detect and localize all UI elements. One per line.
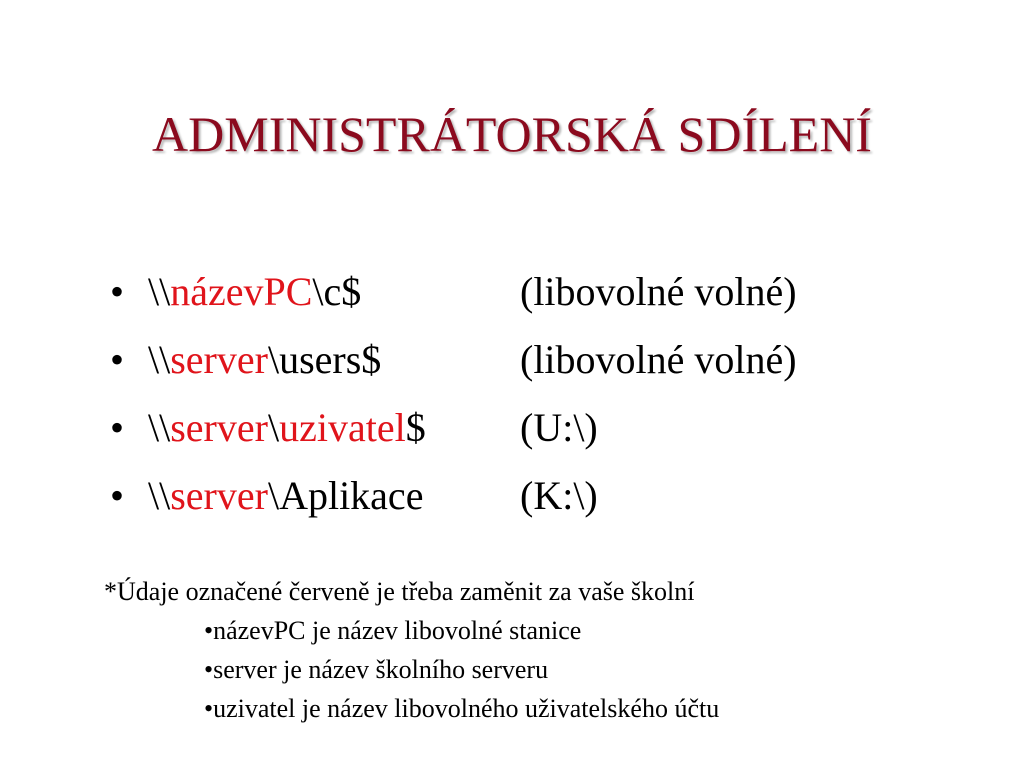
share-item: [110, 466, 930, 534]
share-path: [148, 466, 423, 526]
path-prefix: \\: [148, 269, 171, 314]
bullet-icon: •: [110, 269, 125, 314]
path-placeholder-pc: názevPC: [170, 269, 313, 314]
path-segment: \Aplikace: [267, 473, 424, 518]
bullet-icon: •: [110, 405, 125, 450]
path-prefix: \\: [148, 405, 171, 450]
path-placeholder-server: server: [170, 337, 268, 382]
share-path: [148, 398, 426, 458]
path-prefix: \\: [148, 473, 171, 518]
path-prefix: \\: [148, 337, 171, 382]
share-description: (K:\): [520, 473, 598, 518]
footnote: [104, 572, 984, 728]
share-description: (libovolné volné): [520, 337, 797, 382]
footnote-heading: *Údaje označené červeně je třeba zaměnit za vaše školní: [104, 577, 695, 606]
bullet-icon: •: [110, 337, 125, 382]
path-suffix: $: [405, 405, 426, 450]
path-placeholder-user: uzivatel: [279, 405, 406, 450]
path-segment: \users$: [267, 337, 382, 382]
share-item: [110, 262, 930, 330]
path-placeholder-server: server: [170, 405, 268, 450]
share-path: [148, 330, 381, 390]
share-list: [110, 262, 930, 534]
share-item: [110, 398, 930, 466]
path-placeholder-server: server: [170, 473, 268, 518]
bullet-icon: •: [110, 473, 125, 518]
path-segment: \: [267, 405, 280, 450]
footnote-item: •názevPC je název libovolné stanice: [204, 616, 582, 645]
footnote-item: •uzivatel je název libovolného uživatelského účtu: [204, 694, 720, 723]
path-segment: \c$: [312, 269, 362, 314]
share-item: [110, 330, 930, 398]
share-path: [148, 262, 361, 322]
footnote-item: •server je název školního serveru: [204, 655, 549, 684]
slide-title: ADMINISTRÁTORSKÁ SDÍLENÍ: [152, 106, 872, 162]
share-description: (libovolné volné): [520, 269, 797, 314]
share-description: (U:\): [520, 405, 598, 450]
